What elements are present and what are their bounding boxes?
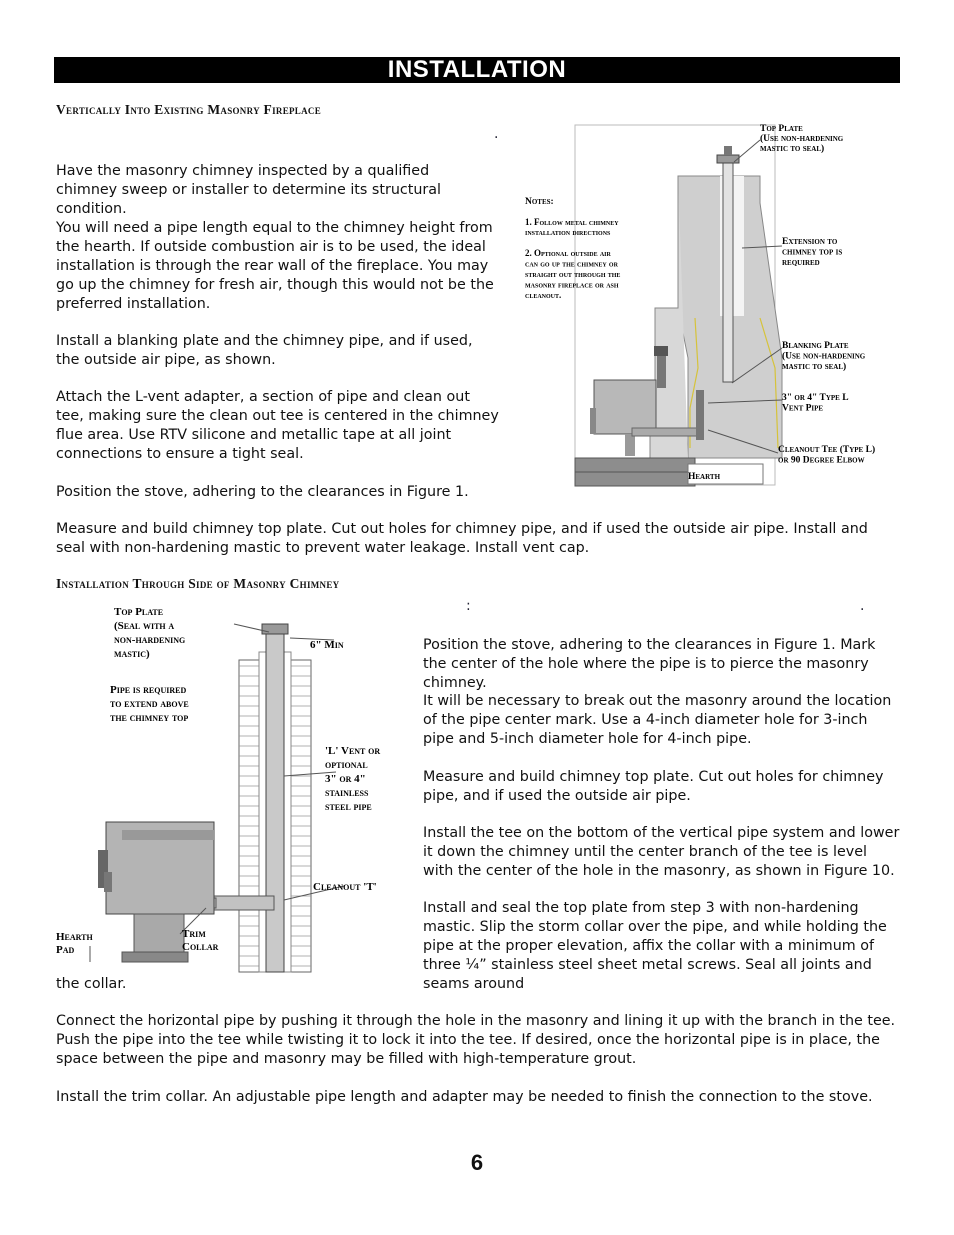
stray-dot-2: . — [860, 598, 865, 614]
s2-paragraph-5: Install and seal the top plate from step 3 with non-hardening mastic. Slip the storm collar over the pipe, and while holding the pipe at the proper elevation, affix the collar with a minimum of three ¼” stainless steel sheet metal screws. Seal all joints and seams around — [423, 900, 887, 992]
section2-heading: Installation Through Side of Masonry Chimney — [56, 576, 340, 591]
s2-paragraph-1: Position the stove, adhering to the clearances in Figure 1. Mark the center of the hole where the pipe is to pierce the masonry chimney. — [423, 637, 876, 691]
section1-heading: Vertically Into Existing Masonry Fireplace — [56, 102, 322, 117]
s2-paragraph-3: Measure and build chimney top plate. Cut out holes for chimney pipe, and if used the outside air pipe. — [423, 769, 884, 804]
fig2-six-min-label: 6" Min — [310, 639, 344, 651]
side-chimney-figure — [54, 600, 414, 975]
fig2-lvent-label: 'L' Vent or optional 3" or 4" stainless steel pipe — [325, 745, 381, 813]
fig2-cleanout-label: Cleanout 'T' — [313, 881, 377, 893]
s1-paragraph-5: Position the stove, adhering to the clearances in Figure 1. — [56, 484, 469, 500]
fig1-cleanout-label: Cleanout Tee (Type L) or 90 Degree Elbow — [778, 445, 876, 466]
stray-dot: . — [494, 126, 499, 142]
fig1-note-2: 2. Optional outside air can go up the chimney or straight out through the masonry fireplace or ash cleanout. — [525, 248, 621, 300]
fig1-hearth-label: Hearth — [688, 472, 721, 482]
s2-paragraph-4: Install the tee on the bottom of the vertical pipe system and lower it down the chimney until the center branch of the tee is level with the center of the hole in the masonry, as shown in Figure 10. — [423, 825, 900, 879]
fig1-extension-label: Extension to chimney top is required — [782, 237, 843, 268]
fig1-vent-pipe-label: 3" or 4" Type L Vent Pipe — [782, 393, 849, 414]
s1-paragraph-2: You will need a pipe length equal to the chimney height from the hearth. If outside combustion air is to be used, the ideal installation is through the rear wall of the fireplace. You may go up the chimney for fresh air, though this would not be the preferred installation. — [56, 220, 494, 312]
s1-paragraph-1: Have the masonry chimney inspected by a qualified chimney sweep or installer to determine its structural condition. — [56, 163, 442, 217]
fig1-note-1: 1. Follow metal chimney installation directions — [525, 217, 619, 237]
fig2-hearth-pad-label: Hearth Pad — [56, 931, 93, 956]
s2-paragraph-6: Connect the horizontal pipe by pushing it through the hole in the masonry and lining it up with the branch in the tee. Push the pipe into the tee while twisting it to lock it into the tee. If desired, once the horizontal pipe is in place, the space between the pipe and masonry may be filled with high-temperature grout. — [56, 1013, 896, 1067]
fireplace-chimney-figure — [520, 118, 900, 492]
s1-paragraph-4: Attach the L-vent adapter, a section of pipe and clean out tee, making sure the clean out tee is centered in the chimney flue area. Use RTV silicone and metallic tape at all joint connections to ensure a tight seal. — [56, 389, 499, 462]
s2-paragraph-2: It will be necessary to break out the masonry around the location of the pipe center mark. Use a 4-inch diameter hole for 3-inch pipe and 5-inch diameter hole for 4-inch pipe. — [423, 693, 892, 747]
fig1-notes-title: Notes: — [525, 197, 554, 207]
fig2-extend-label: Pipe is required to extend above the chimney top — [110, 684, 189, 724]
fig2-top-plate-label: Top Plate (Seal with a non-hardening mastic) — [114, 606, 186, 660]
fig2-trim-collar-label: Trim Collar — [182, 928, 219, 953]
fig1-top-plate-label: Top Plate (Use non-hardening mastic to seal) — [760, 124, 844, 154]
stray-colon: : — [466, 598, 471, 614]
s2-paragraph-5-end: the collar. — [56, 976, 127, 992]
s2-paragraph-7: Install the trim collar. An adjustable pipe length and adapter may be needed to finish the connection to the stove. — [56, 1089, 873, 1105]
fig1-blanking-plate-label: Blanking Plate (Use non-hardening mastic to seal) — [782, 341, 866, 372]
page-banner-title: INSTALLATION — [54, 57, 900, 83]
s1-paragraph-3: Install a blanking plate and the chimney pipe, and if used, the outside air pipe, as shown. — [56, 333, 473, 368]
s1-paragraph-6: Measure and build chimney top plate. Cut out holes for chimney pipe, and if used the outside air pipe. Install and seal with non-hardening mastic to prevent water leakage. Install vent cap. — [56, 521, 868, 556]
page-number: 6 — [470, 1150, 484, 1175]
